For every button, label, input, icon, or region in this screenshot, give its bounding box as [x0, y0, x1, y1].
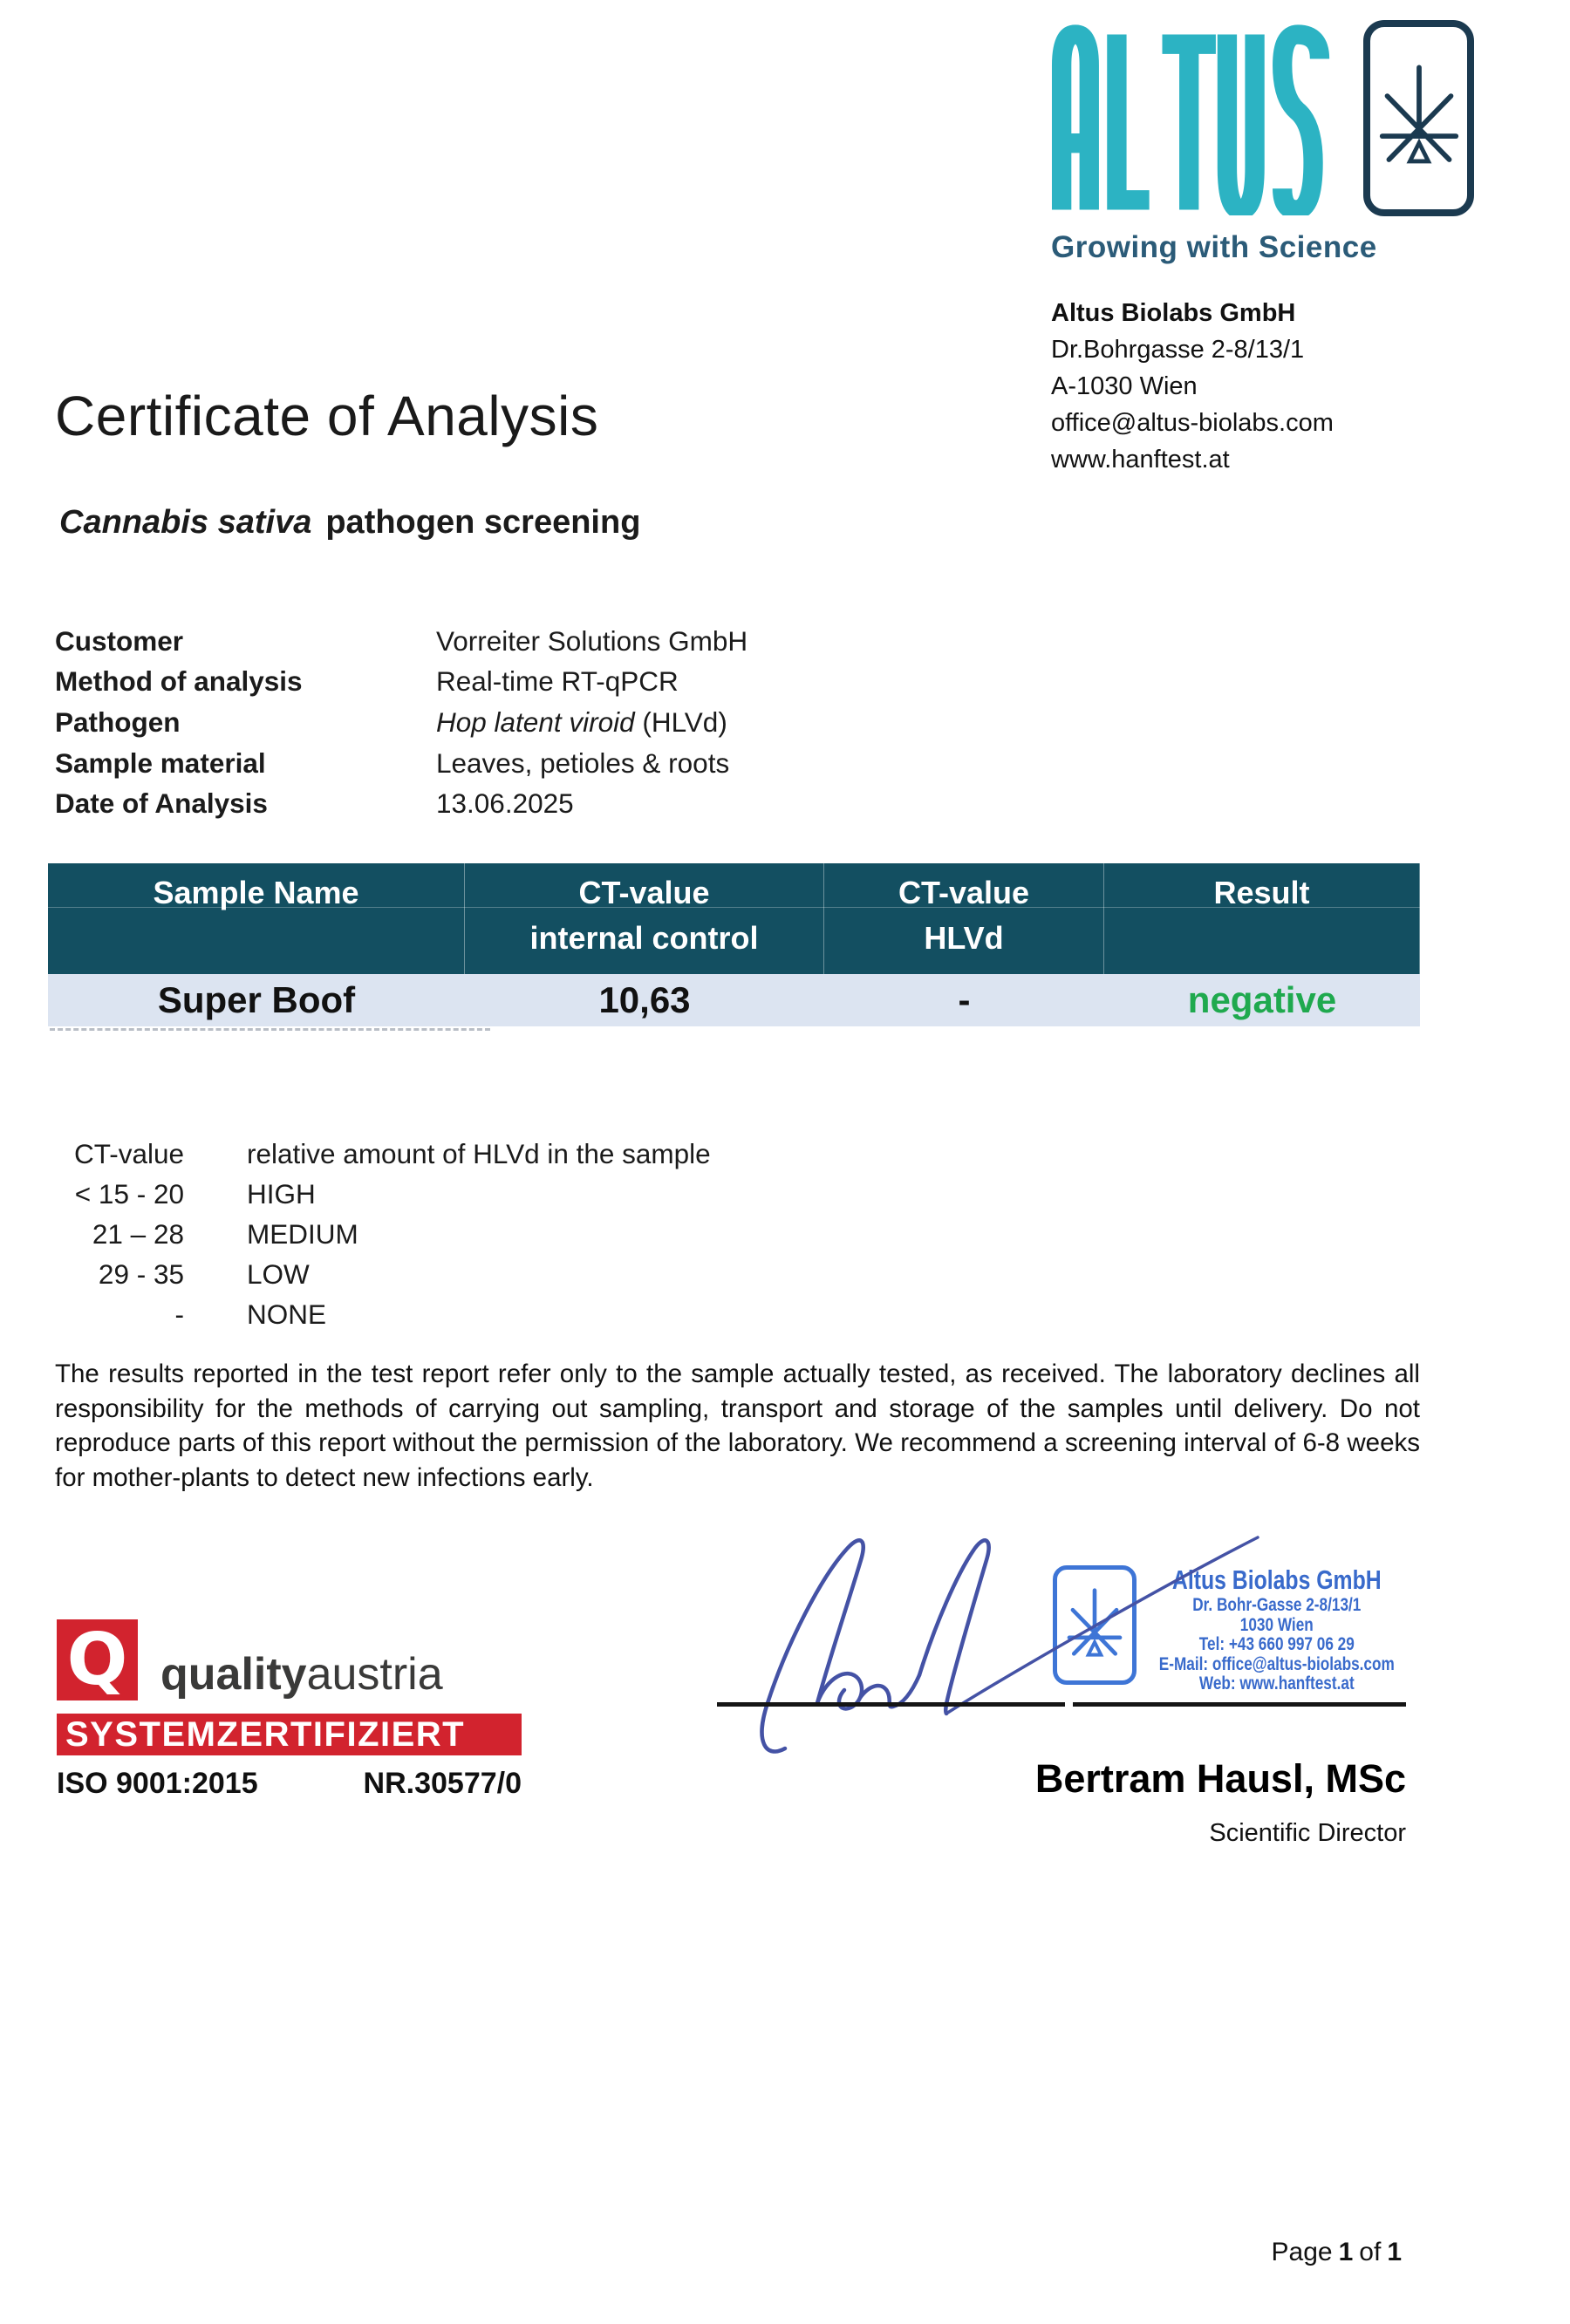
signatory-role: Scientific Director	[1209, 1819, 1406, 1847]
results-table-header	[48, 863, 1420, 974]
stamp-line: Web: www.hanftest.at	[1198, 1673, 1355, 1694]
quality-austria-q-icon: Q	[57, 1619, 138, 1700]
info-value: 13.06.2025	[436, 787, 574, 820]
results-table	[48, 863, 1420, 1026]
stamp-line: E-Mail: office@altus-biolabs.com	[1158, 1653, 1395, 1674]
lab-email: office@altus-biolabs.com	[1051, 409, 1334, 437]
cannabis-leaf-icon	[1377, 53, 1461, 184]
iso-standard: ISO 9001:2015	[57, 1767, 258, 1800]
page-subtitle	[59, 504, 640, 542]
ct-value-legend	[55, 1134, 711, 1335]
lab-name: Altus Biolabs GmbH	[1051, 299, 1296, 327]
info-value: Vorreiter Solutions GmbH	[436, 624, 748, 657]
legend-row: 29 - 35 LOW	[98, 1258, 310, 1291]
stamp-line: Dr. Bohr-Gasse 2-8/13/1	[1192, 1594, 1362, 1615]
info-row-customer	[55, 621, 747, 662]
subtitle-species: Cannabis sativa	[59, 504, 312, 541]
header-gridline	[48, 907, 1420, 908]
info-row-date	[55, 783, 747, 824]
info-label: Date of Analysis	[55, 787, 268, 820]
lab-website: www.hanftest.at	[1051, 446, 1230, 474]
info-row-method	[55, 662, 747, 703]
info-value: Real-time RT-qPCR	[436, 665, 679, 698]
info-row-pathogen: Pathogen Hop latent viroid (HLVd)	[55, 705, 727, 738]
table-row	[48, 974, 1420, 1026]
cell-sample-name: Super Boof	[157, 979, 356, 1020]
page-title: Certificate of Analysis	[55, 385, 599, 447]
legend-row: 21 – 28 MEDIUM	[92, 1217, 358, 1250]
systemzertifiziert-banner: SYSTEMZERTIFIZIERT	[57, 1714, 522, 1755]
column-header-sample-name: Sample Name	[48, 863, 465, 974]
column-header-ct-hlvd: CT-value HLVd	[824, 863, 1104, 974]
page-number: Page 1 of 1	[1271, 2238, 1402, 2266]
info-label: Sample material	[55, 746, 266, 779]
certificate-number: NR.30577/0	[363, 1767, 522, 1800]
info-value: Leaves, petioles & roots	[436, 746, 730, 779]
altus-leaf-badge	[1363, 20, 1474, 216]
legend-row: < 15 - 20 HIGH	[74, 1177, 316, 1210]
quality-austria-wordmark: qualityaustria	[160, 1649, 443, 1700]
stamp-company: Altus Biolabs GmbH	[1171, 1564, 1382, 1595]
legend-row: - NONE	[174, 1298, 327, 1331]
lab-street: Dr.Bohrgasse 2-8/13/1	[1051, 336, 1305, 364]
signature-line	[717, 1702, 1406, 1707]
disclaimer-text: The results reported in the test report refer only to the sample actually tested, as received. The laboratory declines all responsibility for the methods of carrying out sampling, transport and storage of the samples until delivery. Do not reproduce parts of this report without the permission of the laboratory. We recommend a screening interval of 6-8 weeks for mother-plants to detect new infections early.	[55, 1360, 1420, 1492]
lab-city: A-1030 Wien	[1051, 372, 1198, 400]
info-label: Method of analysis	[55, 665, 303, 698]
subtitle-rest: pathogen screening	[325, 504, 641, 541]
info-label: Pathogen	[55, 705, 181, 738]
stamp-line: Tel: +43 660 997 06 29	[1198, 1633, 1355, 1655]
lab-address-block	[1051, 295, 1334, 478]
stamp-line: 1030 Wien	[1239, 1613, 1314, 1635]
legend-row: CT-value relative amount of HLVd in the sample	[73, 1137, 711, 1169]
column-header-ct-internal: CT-value internal control	[465, 863, 824, 974]
altus-wordmark-icon	[1051, 17, 1332, 215]
info-row-material	[55, 743, 747, 784]
column-header-result: Result	[1104, 863, 1420, 974]
cell-result: negative	[1187, 979, 1337, 1020]
info-label: Customer	[55, 624, 184, 657]
handwritten-signature	[698, 1496, 1291, 1757]
altus-logo	[1051, 17, 1332, 215]
quality-austria-certification	[57, 1619, 522, 1801]
cell-ct-internal: 10,63	[598, 979, 691, 1020]
table-bottom-gridline	[50, 1028, 490, 1031]
cell-ct-hlvd: -	[958, 979, 971, 1020]
info-value: (HLVd)	[634, 705, 727, 738]
signatory-name: Bertram Hausl, MSc	[1034, 1756, 1406, 1801]
analysis-info	[55, 621, 747, 824]
logo-tagline: Growing with Science	[1051, 230, 1377, 264]
